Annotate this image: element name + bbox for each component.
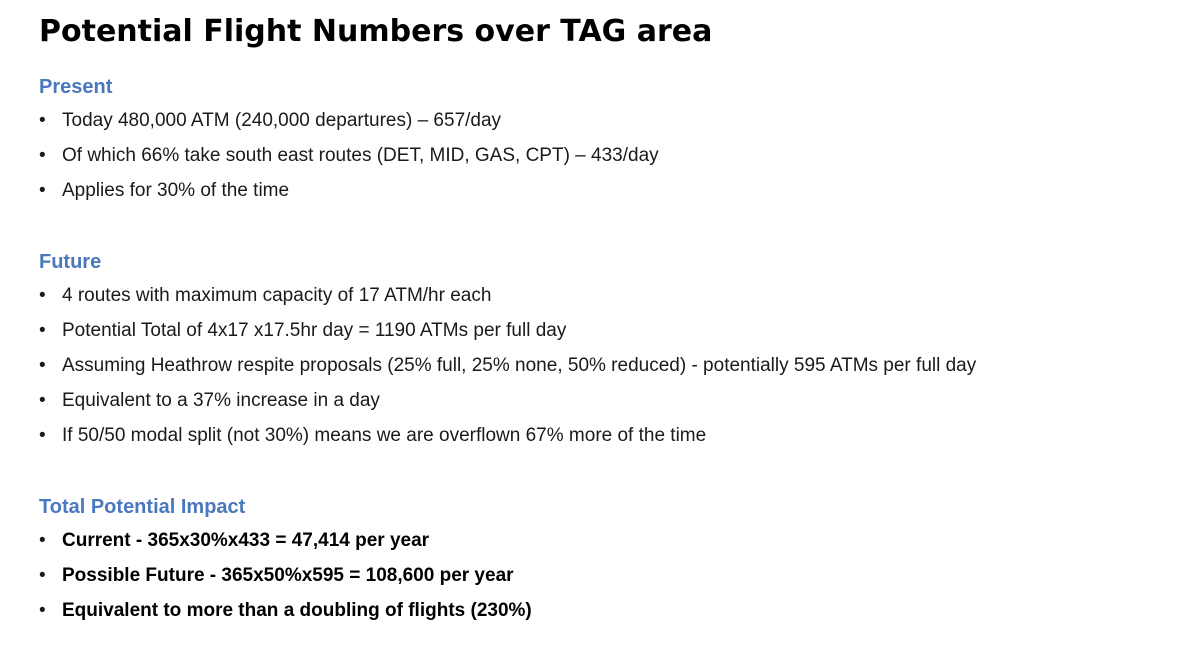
list-item-text: Possible Future - 365x50%x595 = 108,600 per year: [62, 565, 514, 586]
list-item-text: Potential Total of 4x17 x17.5hr day = 1190 ATMs per full day: [62, 320, 567, 341]
section-heading-present: Present: [39, 76, 113, 98]
page-title: Potential Flight Numbers over TAG area: [39, 14, 713, 49]
bullet-icon: •: [39, 425, 46, 446]
bullet-icon: •: [39, 285, 46, 306]
list-item: [39, 144, 659, 179]
list-item-text: Of which 66% take south east routes (DET, MID, GAS, CPT) – 433/day: [62, 145, 659, 166]
bullet-icon: •: [39, 180, 46, 201]
bullet-icon: •: [39, 390, 46, 411]
list-item: [39, 284, 976, 319]
section-present: [39, 75, 659, 214]
list-item-text: Current - 365x30%x433 = 47,414 per year: [62, 530, 430, 551]
list-item: [39, 564, 532, 599]
list-item: [39, 319, 976, 354]
section-total-impact: [39, 495, 532, 634]
bullet-icon: •: [39, 565, 46, 586]
list-item-text: Equivalent to a 37% increase in a day: [62, 390, 380, 411]
bullet-list-total-impact: [39, 529, 532, 634]
list-item: [39, 389, 976, 424]
bullet-icon: •: [39, 530, 46, 551]
list-item-text: Applies for 30% of the time: [62, 180, 290, 201]
list-item-text: If 50/50 modal split (not 30%) means we are overflown 67% more of the time: [62, 425, 707, 446]
bullet-list-present: [39, 109, 659, 214]
section-heading-total-impact: Total Potential Impact: [39, 496, 246, 518]
list-item: [39, 599, 532, 634]
bullet-icon: •: [39, 600, 46, 621]
list-item: [39, 109, 659, 144]
list-item: [39, 424, 976, 459]
list-item-text: 4 routes with maximum capacity of 17 ATM/hr each: [62, 285, 492, 306]
section-future: [39, 250, 976, 459]
bullet-icon: •: [39, 110, 46, 131]
list-item: [39, 179, 659, 214]
list-item-text: Equivalent to more than a doubling of flights (230%): [62, 600, 532, 621]
bullet-icon: •: [39, 320, 46, 341]
list-item-text: Today 480,000 ATM (240,000 departures) – 657/day: [62, 110, 502, 131]
bullet-icon: •: [39, 145, 46, 166]
list-item-text: Assuming Heathrow respite proposals (25% full, 25% none, 50% reduced) - potentially 595 ATMs per full day: [62, 355, 977, 376]
bullet-list-future: [39, 284, 976, 459]
section-heading-future: Future: [39, 251, 102, 273]
bullet-icon: •: [39, 355, 46, 376]
list-item: [39, 529, 532, 564]
list-item: [39, 354, 976, 389]
